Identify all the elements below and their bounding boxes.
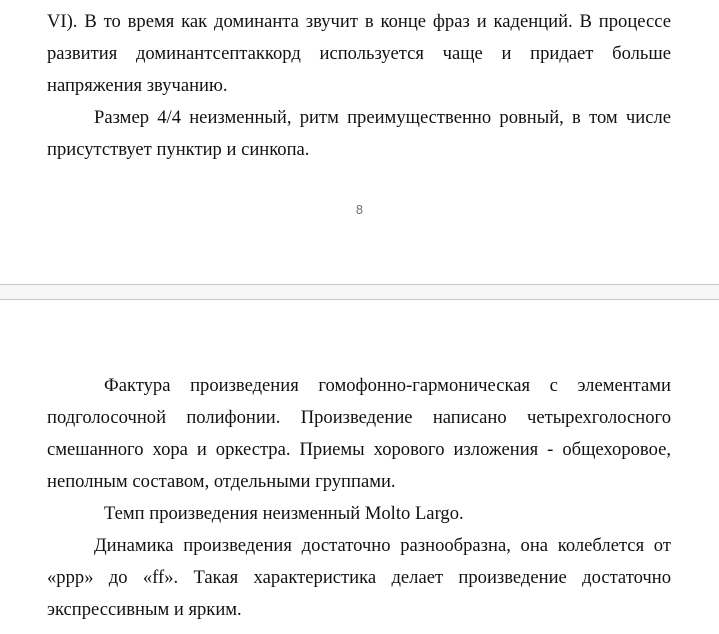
text-line: Динамика произведения достаточно разнообразна, она колеблется от bbox=[94, 535, 671, 556]
text-line: смешанного хора и оркестра. Приемы хорового изложения - общехоровое, bbox=[47, 439, 671, 460]
page-9[interactable] bbox=[0, 300, 719, 634]
text-line: неполным составом, отдельными группами. bbox=[47, 471, 396, 492]
paragraph-harmony[interactable] bbox=[47, 6, 671, 102]
text-line: развития доминантсептаккорд используется чаще и придает больше bbox=[47, 43, 671, 64]
paragraph-texture[interactable] bbox=[47, 370, 671, 498]
page-9-body[interactable] bbox=[47, 370, 671, 626]
page-separator bbox=[0, 284, 719, 300]
text-line: VI). В то время как доминанта звучит в конце фраз и каденций. В процессе bbox=[47, 11, 671, 32]
text-line: экспрессивным и ярким. bbox=[47, 599, 242, 620]
page-number: 8 bbox=[355, 203, 364, 217]
text-line: присутствует пунктир и синкопа. bbox=[47, 139, 310, 160]
paragraph-meter[interactable] bbox=[47, 102, 671, 166]
paragraph-tempo[interactable] bbox=[47, 498, 671, 530]
text-line: напряжения звучанию. bbox=[47, 75, 228, 96]
paragraph-dynamics[interactable] bbox=[47, 530, 671, 626]
text-line: Темп произведения неизменный Molto Largo. bbox=[104, 503, 464, 524]
text-line: Размер 4/4 неизменный, ритм преимущественно ровный, в том числе bbox=[94, 107, 671, 128]
page-8-body[interactable] bbox=[47, 6, 671, 166]
text-line: «ppp» до «ff». Такая характеристика делает произведение достаточно bbox=[47, 567, 671, 588]
text-line: Фактура произведения гомофонно-гармоническая с элементами bbox=[104, 375, 671, 396]
text-line: подголосочной полифонии. Произведение написано четырехголосного bbox=[47, 407, 671, 428]
page-8[interactable] bbox=[0, 0, 719, 284]
